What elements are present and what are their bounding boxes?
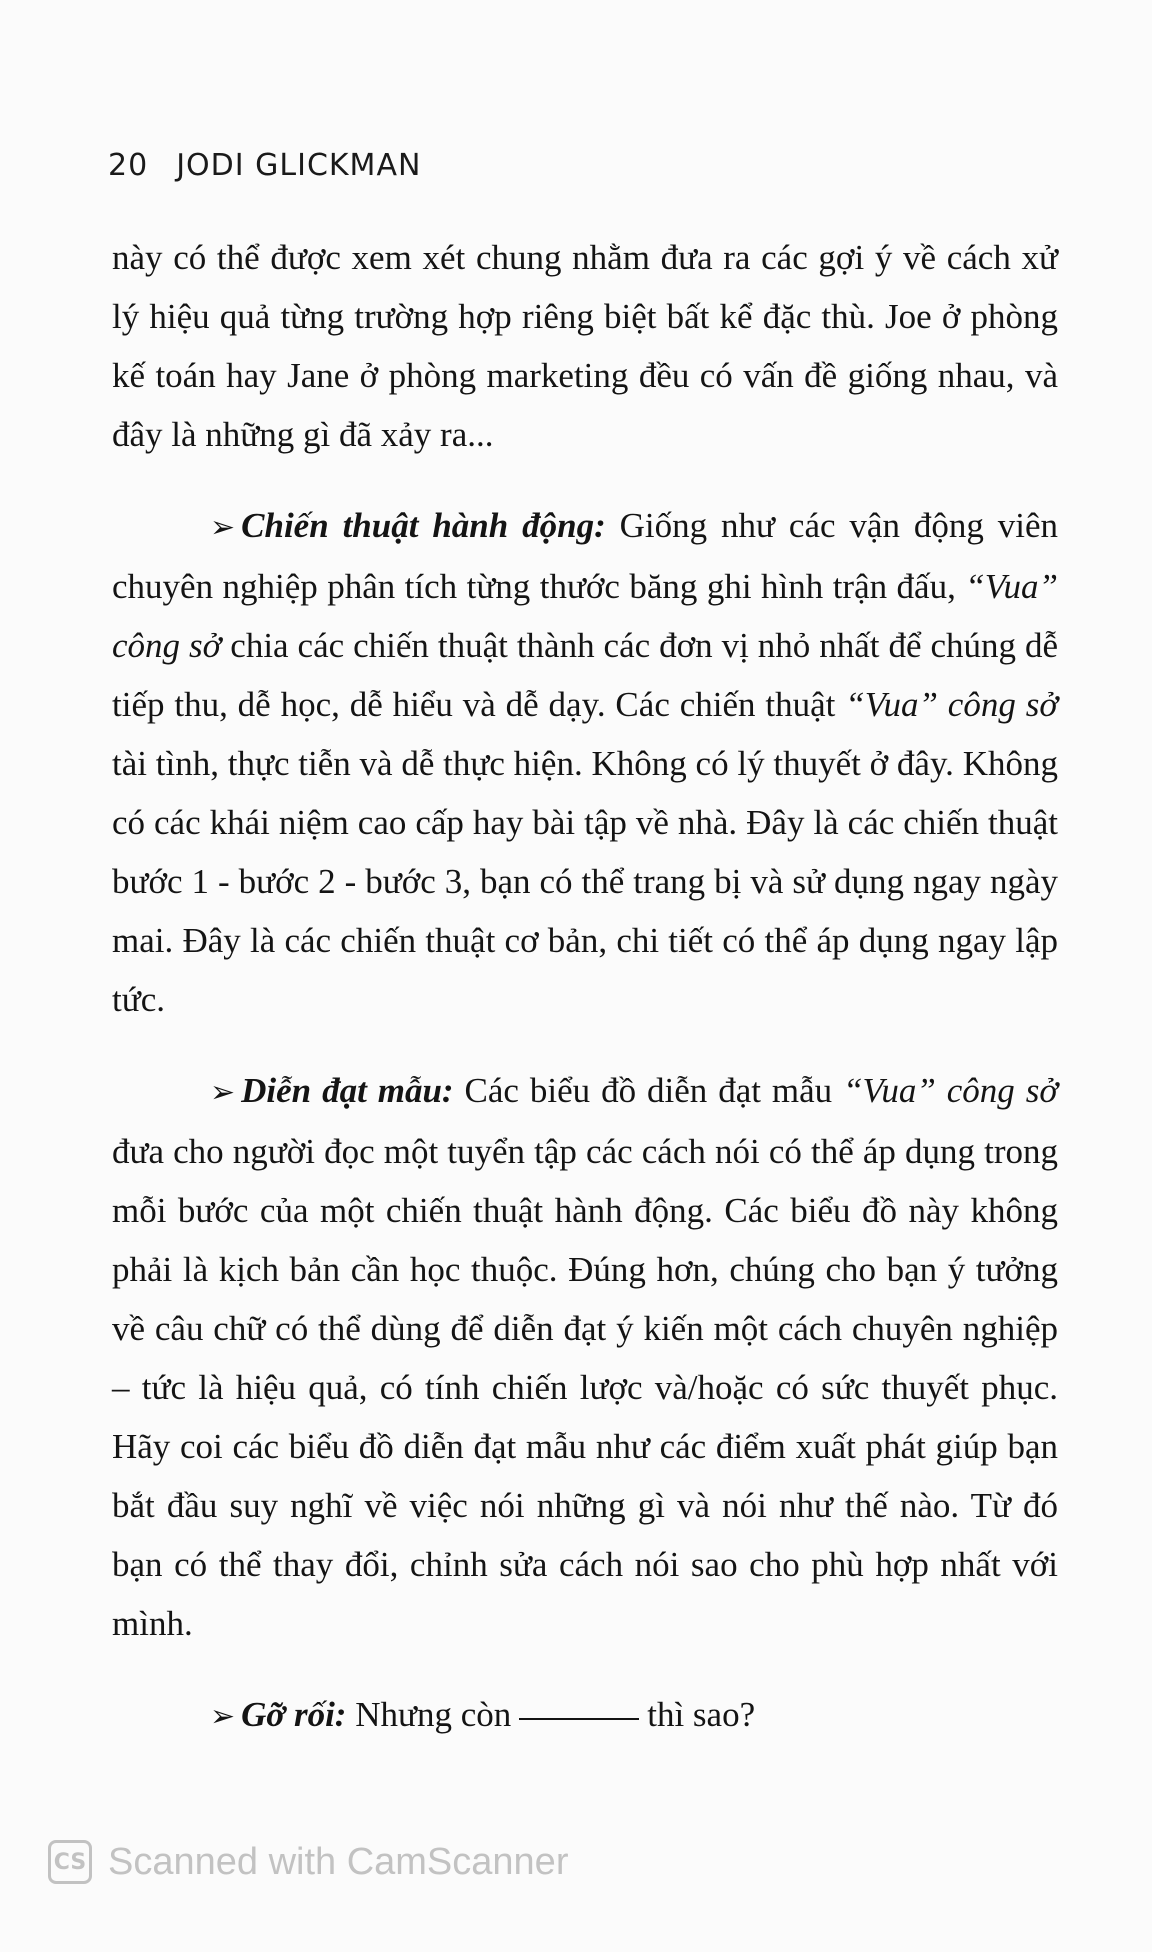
camscanner-logo-icon: CS [48, 1840, 92, 1884]
author-name: JODI GLICKMAN [176, 148, 422, 183]
intro-paragraph: này có thể được xem xét chung nhằm đưa ra các gợi ý về cách xử lý hiệu quả từng trường hợp riêng biệt bất kể đặc thù. Joe ở phòng kế toán hay Jane ở phòng marketing đều có vấn đề giống nhau, và đây là những gì đã xảy ra... [112, 238, 1058, 454]
tactics-paragraph [112, 496, 1058, 1029]
camscanner-watermark [48, 1840, 568, 1884]
tactics-text-2: chia các chiến thuật thành các đơn vị nhỏ nhất để chúng dễ tiếp thu, dễ học, dễ hiểu và dễ dạy. Các chiến thuật [112, 626, 1058, 724]
book-title-italic: “Vua” công sở [845, 685, 1059, 724]
scripts-paragraph [112, 1061, 1058, 1653]
book-title-italic: “Vua” công sở [112, 567, 1058, 665]
tactics-lead: Chiến thuật hành động: [241, 506, 606, 545]
book-title-italic: “Vua” công sở [843, 1071, 1059, 1110]
fill-in-blank [519, 1717, 639, 1720]
tactics-text-1: Giống như các vận động viên chuyên nghiệp phân tích từng thước băng ghi hình trận đấu, [112, 506, 1058, 606]
arrow-bullet-icon: ➢ [210, 510, 236, 545]
arrow-bullet-icon: ➢ [210, 1699, 236, 1734]
body-text [112, 228, 1058, 1746]
scripts-text-1: Các biểu đồ diễn đạt mẫu [453, 1071, 844, 1110]
troubleshoot-lead: Gỡ rối: [241, 1695, 347, 1734]
troubleshoot-text-2: thì sao? [647, 1695, 756, 1734]
page-number: 20 [108, 148, 149, 183]
arrow-bullet-icon: ➢ [210, 1075, 236, 1110]
troubleshoot-paragraph [112, 1685, 1058, 1746]
watermark-text: Scanned with CamScanner [108, 1840, 569, 1883]
scripts-text-2: đưa cho người đọc một tuyển tập các cách nói có thể áp dụng trong mỗi bước của một chiến thuật hành động. Các biểu đồ này không phải là kịch bản cần học thuộc. Đúng hơn, chúng cho bạn ý tưởng về câu chữ có thể dùng để diễn đạt ý kiến một cách chuyên nghiệp – tức là hiệu quả, có tính chiến lược và/hoặc có sức thuyết phục. Hãy coi các biểu đồ diễn đạt mẫu như các điểm xuất phát giúp bạn bắt đầu suy nghĩ về việc nói những gì và nói như thế nào. Từ đó bạn có thể thay đổi, chỉnh sửa cách nói sao cho phù hợp nhất với mình. [112, 1132, 1058, 1643]
tactics-text-3: tài tình, thực tiễn và dễ thực hiện. Không có lý thuyết ở đây. Không có các khái niệm cao cấp hay bài tập về nhà. Đây là các chiến thuật bước 1 - bước 2 - bước 3, bạn có thể trang bị và sử dụng ngay ngày mai. Đây là các chiến thuật cơ bản, chi tiết có thể áp dụng ngay lập tức. [112, 744, 1058, 1019]
running-header [108, 148, 421, 183]
scripts-lead: Diễn đạt mẫu: [241, 1071, 454, 1110]
troubleshoot-text-1: Nhưng còn [346, 1695, 512, 1734]
